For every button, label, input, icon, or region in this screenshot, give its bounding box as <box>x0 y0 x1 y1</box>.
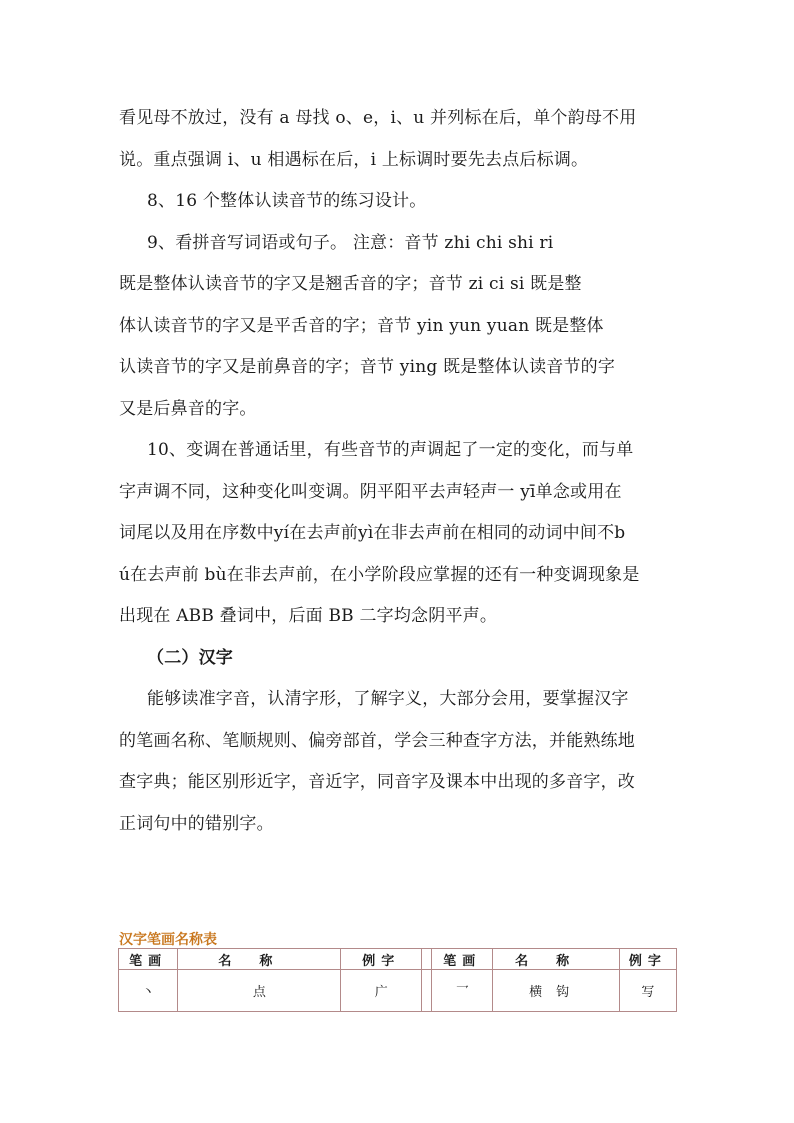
header-cell-name: 名称 <box>493 949 619 970</box>
paragraph-line: 看见母不放过，没有 a 母找 o、e，i、u 并列标在后，单个韵母不用 <box>119 108 637 128</box>
table-header-row <box>119 949 677 970</box>
paragraph-line: 体认读音节的字又是平舌音的字；音节 yin yun yuan 既是整体 <box>119 316 604 336</box>
header-cell-stroke: 笔画 <box>119 949 178 970</box>
table-title: 汉字笔画名称表 <box>119 932 217 948</box>
paragraph-line: 词尾以及用在序数中yí在去声前yì在非去声前在相同的动词中间不b <box>119 523 626 543</box>
table-cell-stroke: 乛 <box>431 970 493 1012</box>
table-row <box>119 970 677 1012</box>
paragraph-line: 出现在 ABB 叠词中，后面 BB 二字均念阴平声。 <box>119 606 498 626</box>
stroke-names-table <box>118 948 677 1012</box>
paragraph-line: 查字典；能区别形近字，音近字，同音字及课本中出现的多音字，改 <box>119 772 635 792</box>
table-cell-stroke: 丶 <box>119 970 178 1012</box>
header-cell-stroke: 笔画 <box>431 949 493 970</box>
table-cell-name: 点 <box>178 970 341 1012</box>
header-cell-name: 名称 <box>178 949 341 970</box>
paragraph-line: 能够读准字音，认清字形，了解字义，大部分会用，要掌握汉字 <box>147 689 629 709</box>
paragraph-line: 认读音节的字又是前鼻音的字；音节 ying 既是整体认读音节的字 <box>119 357 616 377</box>
section-heading: （二）汉字 <box>147 648 233 668</box>
paragraph-line: ú在去声前 bù在非去声前，在小学阶段应掌握的还有一种变调现象是 <box>119 565 640 585</box>
paragraph-line: 9、看拼音写词语或句子。 注意：音节 zhi chi shi ri <box>147 233 554 253</box>
paragraph-line: 的笔画名称、笔顺规则、偏旁部首，学会三种查字方法，并能熟练地 <box>119 731 635 751</box>
header-cell-example: 例字 <box>341 949 422 970</box>
table-gap <box>422 949 432 970</box>
table-cell-example: 广 <box>341 970 422 1012</box>
table-cell-name: 横钩 <box>493 970 619 1012</box>
header-cell-example: 例字 <box>619 949 676 970</box>
paragraph-line: 既是整体认读音节的字又是翘舌音的字；音节 zi ci si 既是整 <box>119 274 582 294</box>
paragraph-line: 正词句中的错别字。 <box>119 814 274 834</box>
table-cell-example: 写 <box>619 970 676 1012</box>
paragraph-line: 10、变调在普通话里，有些音节的声调起了一定的变化，而与单 <box>147 440 634 460</box>
paragraph-line: 又是后鼻音的字。 <box>119 399 257 419</box>
table-gap <box>422 970 432 1012</box>
paragraph-line: 字声调不同，这种变化叫变调。阴平阳平去声轻声一 yī单念或用在 <box>119 482 622 502</box>
paragraph-line: 8、16 个整体认读音节的练习设计。 <box>147 191 427 211</box>
paragraph-line: 说。重点强调 i、u 相遇标在后，i 上标调时要先去点后标调。 <box>119 150 589 170</box>
